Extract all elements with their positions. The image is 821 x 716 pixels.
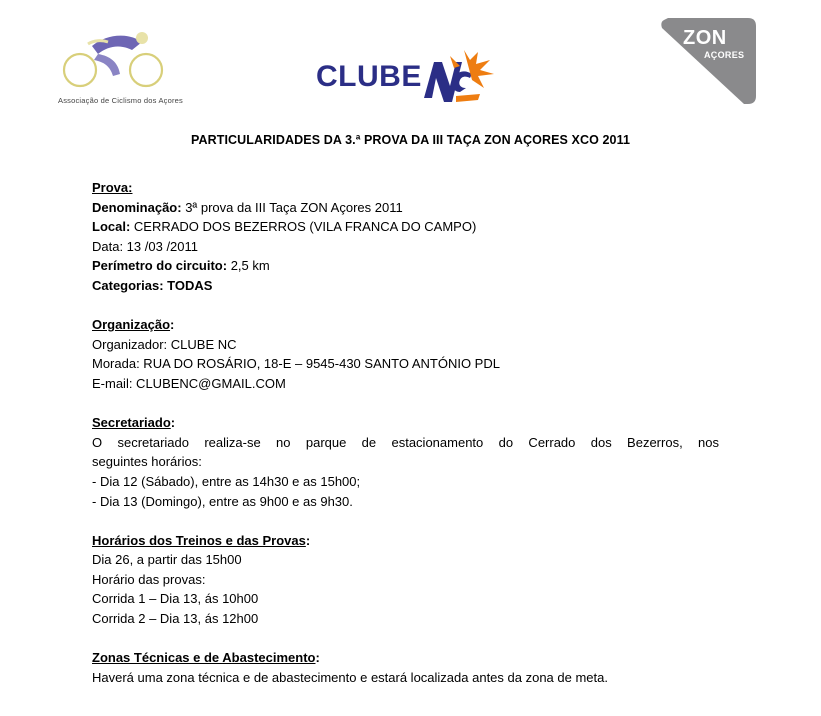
secretariado-line-2: seguintes horários: [92, 454, 202, 470]
association-logo [58, 26, 183, 112]
clube-word: CLUBE [316, 60, 422, 93]
organizador-line: Organizador: CLUBE NC [92, 336, 237, 352]
horarios-heading: Horários dos Treinos e das Provas [92, 532, 306, 548]
organizacao-heading: Organização [92, 317, 171, 333]
zonas-heading: Zonas Técnicas e de Abastecimento [92, 650, 316, 666]
zonas-heading-line: Zonas Técnicas e de Abastecimento: [92, 650, 320, 666]
organizacao-heading-line: Organização: [92, 317, 175, 333]
local-value: CERRADO DOS BEZERROS (VILA FRANCA DO CAMPO) [130, 219, 477, 235]
email-line: E-mail: CLUBENC@GMAIL.COM [92, 375, 286, 391]
secretariado-heading: Secretariado [92, 415, 171, 431]
categorias-line [92, 276, 719, 296]
corrida1-line: Corrida 1 – Dia 13, ás 10h00 [92, 591, 259, 607]
nc-monogram-icon [420, 46, 500, 108]
clube-nc-logo [316, 44, 500, 108]
data-line: Data: 13 /03 /2011 [92, 238, 199, 254]
denominacao-value: 3ª prova da III Taça ZON Açores 2011 [181, 199, 403, 215]
document-body [92, 178, 719, 687]
zon-word: ZON [683, 27, 727, 49]
local-line [92, 217, 719, 237]
cyclist-icon [58, 26, 178, 96]
zon-acores-logo [660, 18, 756, 104]
secretariado-line-1: O secretariado realiza-se no parque de estacionamento do Cerrado dos Bezerros, nos [92, 434, 719, 450]
document-title: PARTICULARIDADES DA 3.ª PROVA DA III TAÇA ZON AÇORES XCO 2011 [190, 133, 631, 147]
perimetro-label: Perímetro do circuito: [92, 258, 228, 274]
perimetro-line [92, 256, 719, 276]
zonas-text: Haverá uma zona técnica e de abastecimento e estará localizada antes da zona de meta. [92, 669, 608, 685]
denominacao-label: Denominação: [92, 199, 182, 215]
categorias-value: TODAS [163, 277, 213, 293]
local-label: Local: [92, 219, 131, 235]
horarios-heading-line: Horários dos Treinos e das Provas: [92, 532, 311, 548]
denominacao-line [92, 198, 719, 218]
secretariado-dia12: - Dia 12 (Sábado), entre as 14h30 e as 15h00; [92, 473, 361, 489]
provas-label-line: Horário das provas: [92, 571, 206, 587]
treino-line: Dia 26, a partir das 15h00 [92, 552, 242, 568]
corrida2-line: Corrida 2 – Dia 13, ás 12h00 [92, 611, 259, 627]
secretariado-dia13: - Dia 13 (Domingo), entre as 9h00 e as 9h30. [92, 493, 353, 509]
secretariado-heading-line: Secretariado: [92, 415, 176, 431]
association-caption: Associação de Ciclismo dos Açores [58, 96, 183, 105]
morada-line: Morada: RUA DO ROSÁRIO, 18-E – 9545-430 SANTO ANTÓNIO PDL [92, 356, 500, 372]
zon-sub: AÇORES [704, 50, 745, 60]
prova-heading: Prova: [92, 180, 133, 195]
categorias-label: Categorias: [92, 277, 164, 293]
perimetro-value: 2,5 km [227, 258, 270, 274]
